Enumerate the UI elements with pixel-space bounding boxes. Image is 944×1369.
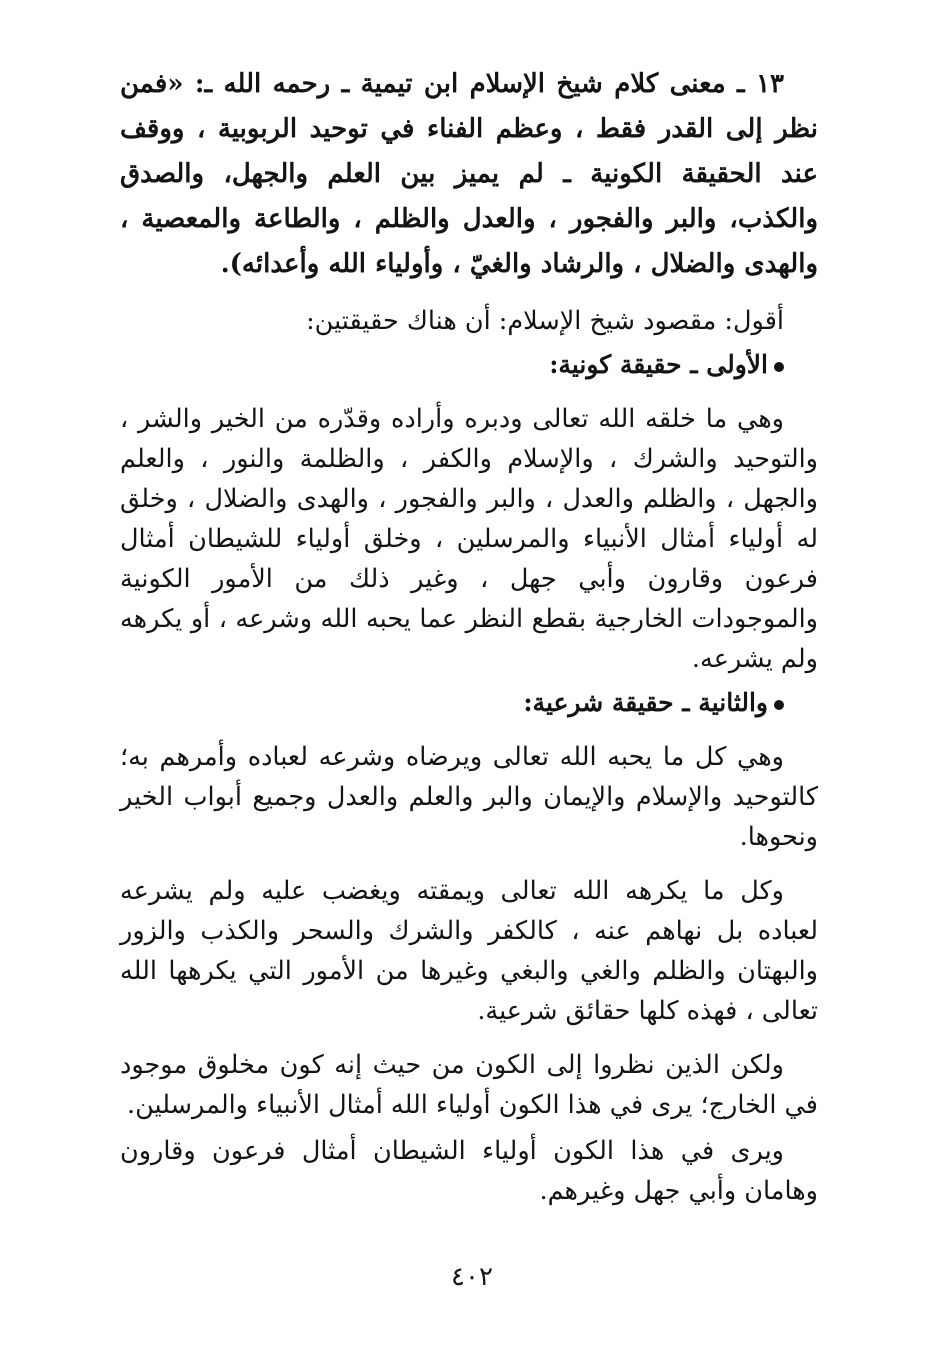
item-text: معنى كلام شيخ الإسلام ابن تيمية ـ رحمه الله ـ: «فمن نظر إلى القدر فقط ، وعظم الفناء في توحيد الربوبية ، ووقف عند الحقيقة الكونية ـ لم يميز بين العلم والجهل، والصدق والكذب، والبر والفجور ، والعدل والظلم ، والطاعة والمعصية ، والهدى والضلال ، والرشاد والغيّ ، وأولياء الله وأعدائه). xyxy=(120,69,818,279)
second-paragraph: وهي كل ما يحبه الله تعالى ويرضاه وشرعه لعباده وأمرهم به؛ كالتوحيد والإسلام والإيمان والبر والعلم والعدل وجميع أبواب الخير ونحوها. xyxy=(120,742,818,852)
item-number: ١٣ ـ xyxy=(737,69,784,99)
first-heading xyxy=(120,345,818,385)
third-paragraph: وكل ما يكرهه الله تعالى ويمقته ويغضب عليه ولم يشرعه لعباده بل نهاهم عنه ، كالكفر والشرك والسحر والكذب والزور والبهتان والظلم والغي والبغي وغيرها من الأمور التي يكرهها الله تعالى ، فهذه كلها حقائق شرعية. xyxy=(120,876,818,1026)
second-heading xyxy=(120,683,818,723)
second-heading-text: والثانية ـ حقيقة شرعية: xyxy=(523,688,768,717)
page-number: ٤٠٢ xyxy=(451,1262,493,1292)
intro-paragraph: أقول: مقصود شيخ الإسلام: أن هناك حقيقتين: xyxy=(306,306,784,336)
bullet-icon xyxy=(774,700,784,710)
fourth-paragraph: ولكن الذين نظروا إلى الكون من حيث إنه كون مخلوق موجود في الخارج؛ يرى في هذا الكون أولياء الله أمثال الأنبياء والمرسلين. xyxy=(120,1050,818,1120)
fifth-paragraph: ويرى في هذا الكون أولياء الشيطان أمثال فرعون وقارون وهامان وأبي جهل وغيرهم. xyxy=(120,1136,818,1206)
bullet-icon xyxy=(774,362,784,372)
numbered-item-paragraph xyxy=(120,62,818,287)
first-heading-text: الأولى ـ حقيقة كونية: xyxy=(549,350,768,379)
first-paragraph: وهي ما خلقه الله تعالى ودبره وأراده وقدّره من الخير والشر ، والتوحيد والشرك ، والإسلام والكفر ، والظلمة والنور ، والعلم والجهل ، والظلم والعدل ، والبر والفجور ، والهدى والضلال ، وخلق له أولياء أمثال الأنبياء والمرسلين ، وخلق أولياء للشيطان أمثال فرعون وقارون وأبي جهل ، وغير ذلك من الأمور الكونية والموجودات الخارجية بقطع النظر عما يحبه الله وشرعه ، أو يكرهه ولم يشرعه. xyxy=(120,404,818,674)
